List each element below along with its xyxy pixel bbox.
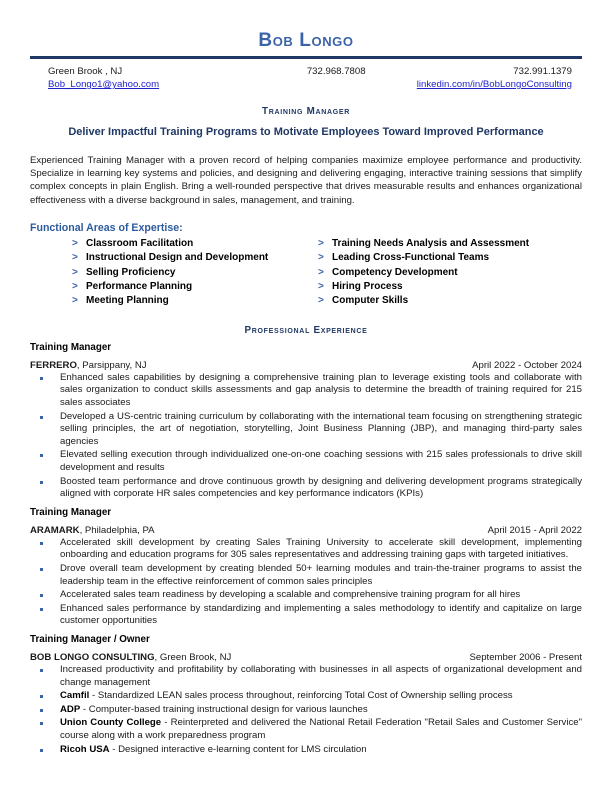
- email-link[interactable]: Bob_Longo1@yahoo.com: [48, 79, 160, 90]
- contact-email-cell: [48, 78, 268, 91]
- bullet-text: Enhanced sales performance by standardizing and implementing a sales methodology to identify and capitalize on large customer opportunities: [60, 602, 582, 627]
- bullet-text: - Designed interactive e-learning content for LMS circulation: [109, 743, 367, 755]
- skill-label: Performance Planning: [86, 281, 193, 293]
- job-bullet-list: [30, 664, 582, 756]
- header-divider: [30, 56, 582, 59]
- job-bullet: [30, 704, 582, 717]
- bullet-lead: Union County College: [60, 717, 162, 729]
- professional-summary: Experienced Training Manager with a proven record of helping companies maximize employee performance and productivity. Specialize in learning key systems and policies, and designing and delivering engaging, interactive training sessions that simplify complex concepts in plain English. Bring a well-rounded perspective that drives measurable results and enhances organizational effectiveness with a diverse background in sales, management, and training.: [30, 155, 582, 206]
- candidate-name: Bob Longo: [258, 30, 354, 51]
- chevron-right-icon: >: [72, 266, 78, 278]
- contact-row-1: [48, 65, 572, 78]
- job-target-title: Training Manager: [262, 106, 350, 117]
- experience-entry: [30, 634, 582, 756]
- company-location: , Philadelphia, PA: [79, 524, 155, 536]
- skill-item: [318, 266, 582, 280]
- contact-block: [30, 65, 582, 91]
- chevron-right-icon: >: [318, 252, 324, 264]
- job-company-line: [30, 525, 582, 536]
- skill-label: Classroom Facilitation: [86, 237, 194, 249]
- skill-item: [72, 294, 306, 308]
- company-name: BOB LONGO CONSULTING: [30, 651, 155, 663]
- chevron-right-icon: >: [318, 295, 324, 307]
- job-dates: April 2022 - October 2024: [472, 359, 582, 371]
- job-bullet: [30, 589, 582, 602]
- skill-item: [72, 251, 306, 265]
- skill-label: Leading Cross-Functional Teams: [332, 252, 490, 264]
- chevron-right-icon: >: [318, 237, 324, 249]
- bullet-lead: Camfil: [60, 690, 90, 702]
- job-dates: April 2015 - April 2022: [487, 524, 582, 536]
- job-company-line: [30, 652, 582, 663]
- contact-spacer: [268, 78, 404, 91]
- bullet-text: Accelerated sales team readiness by developing a scalable and comprehensive training program for all hires: [60, 589, 521, 601]
- chevron-right-icon: >: [318, 266, 324, 278]
- bullet-text: Drove overall team development by creating blended 50+ learning modules and train-the-trainer programs to assist the leadership team in the effective reinforcement of common sales principles: [60, 562, 582, 587]
- experience-entry: [30, 507, 582, 628]
- experience-heading: Professional Experience: [244, 324, 368, 336]
- linkedin-link[interactable]: linkedin.com/in/BobLongoConsulting: [416, 79, 572, 90]
- skill-label: Meeting Planning: [86, 295, 169, 307]
- skill-label: Selling Proficiency: [86, 266, 176, 278]
- skill-label: Hiring Process: [332, 281, 403, 293]
- company-location: , Parsippany, NJ: [76, 359, 147, 371]
- bullet-text: Developed a US-centric training curriculum by collaborating with the international team focusing on strengthening strategic selling principles, the art of negotiation, storytelling, Joint Business Planning (JBP), and managing third-party sales agencies: [60, 410, 582, 447]
- headline-tagline: Deliver Impactful Training Programs to Motivate Employees Toward Improved Performance: [68, 126, 544, 138]
- experience-entry: [30, 342, 582, 501]
- job-bullet-list: [30, 372, 582, 501]
- job-bullet: [30, 664, 582, 689]
- bullet-text: - Standardized LEAN sales process throughout, reinforcing Total Cost of Ownership selling process: [89, 690, 513, 702]
- skills-columns: [30, 237, 582, 309]
- job-bullet: [30, 744, 582, 757]
- company-location: , Green Brook, NJ: [154, 651, 232, 663]
- contact-phone-primary: 732.968.7808: [306, 66, 366, 77]
- job-company-location: [30, 360, 147, 371]
- skill-label: Training Needs Analysis and Assessment: [332, 237, 530, 249]
- skill-item: [318, 237, 582, 251]
- chevron-right-icon: >: [72, 252, 78, 264]
- skill-item: [72, 266, 306, 280]
- skill-label: Instructional Design and Development: [86, 252, 269, 264]
- bullet-lead: Ricoh USA: [60, 743, 110, 755]
- skills-column-right: [306, 237, 582, 309]
- job-dates: September 2006 - Present: [469, 651, 582, 663]
- job-bullet-list: [30, 537, 582, 628]
- company-name: FERRERO: [30, 359, 77, 371]
- job-bullet: [30, 449, 582, 474]
- job-bullet: [30, 411, 582, 449]
- skills-column-left: [30, 237, 306, 309]
- chevron-right-icon: >: [318, 281, 324, 293]
- skill-label: Competency Development: [332, 266, 458, 278]
- job-company-line: [30, 360, 582, 371]
- job-title: Training Manager: [30, 341, 112, 353]
- chevron-right-icon: >: [72, 295, 78, 307]
- skill-item: [318, 294, 582, 308]
- job-title: Training Manager / Owner: [30, 633, 150, 645]
- bullet-text: Accelerated skill development by creating Sales Training University to accelerate skill development, implementing onboarding and education programs for 305 sales representatives and addressing training gaps with targeted initiatives.: [60, 536, 582, 561]
- job-bullet: [30, 717, 582, 742]
- skill-item: [72, 237, 306, 251]
- bullet-text: Increased productivity and profitability by collaborating with businesses in all aspects of organizational development and change management: [60, 663, 582, 688]
- chevron-right-icon: >: [72, 237, 78, 249]
- contact-location: Green Brook , NJ: [48, 66, 123, 77]
- job-bullet: [30, 537, 582, 562]
- job-bullet: [30, 690, 582, 703]
- skill-item: [318, 251, 582, 265]
- bullet-text: - Reinterpreted and delivered the National Retail Federation "Retail Sales and Customer Service" course along with a work preparedness program: [60, 717, 582, 741]
- job-bullet: [30, 476, 582, 501]
- skill-label: Computer Skills: [332, 295, 409, 307]
- bullet-text: Enhanced sales capabilities by designing a comprehensive training plan to leverage existing tools and collaborate with sales organization to conduct skills assessments and gap analysis to determine the breadth of training required for 215 sales associates: [60, 371, 582, 409]
- bullet-text: Boosted team performance and drove continuous growth by designing and delivering development programs strategically aligned with corporate HR sales competencies and key performance indicators (KPIs): [60, 475, 582, 500]
- contact-row-2: [48, 78, 572, 91]
- job-company-location: [30, 652, 231, 663]
- chevron-right-icon: >: [72, 281, 78, 293]
- job-bullet: [30, 603, 582, 628]
- bullet-text: Elevated selling execution through individualized one-on-one coaching sessions with 215 sales professionals to drive skill development and results: [60, 449, 582, 473]
- job-title: Training Manager: [30, 506, 112, 518]
- contact-phone-secondary: 732.991.1379: [513, 66, 572, 77]
- skill-item: [72, 280, 306, 294]
- company-name: ARAMARK: [30, 524, 80, 536]
- skills-heading: Functional Areas of Expertise:: [30, 221, 183, 234]
- job-bullet: [30, 372, 582, 410]
- job-company-location: [30, 525, 155, 536]
- bullet-text: - Computer-based training instructional design for various launches: [80, 703, 368, 715]
- job-bullet: [30, 563, 582, 588]
- bullet-lead: ADP: [60, 703, 81, 715]
- contact-linkedin-cell: [404, 78, 572, 91]
- skill-item: [318, 280, 582, 294]
